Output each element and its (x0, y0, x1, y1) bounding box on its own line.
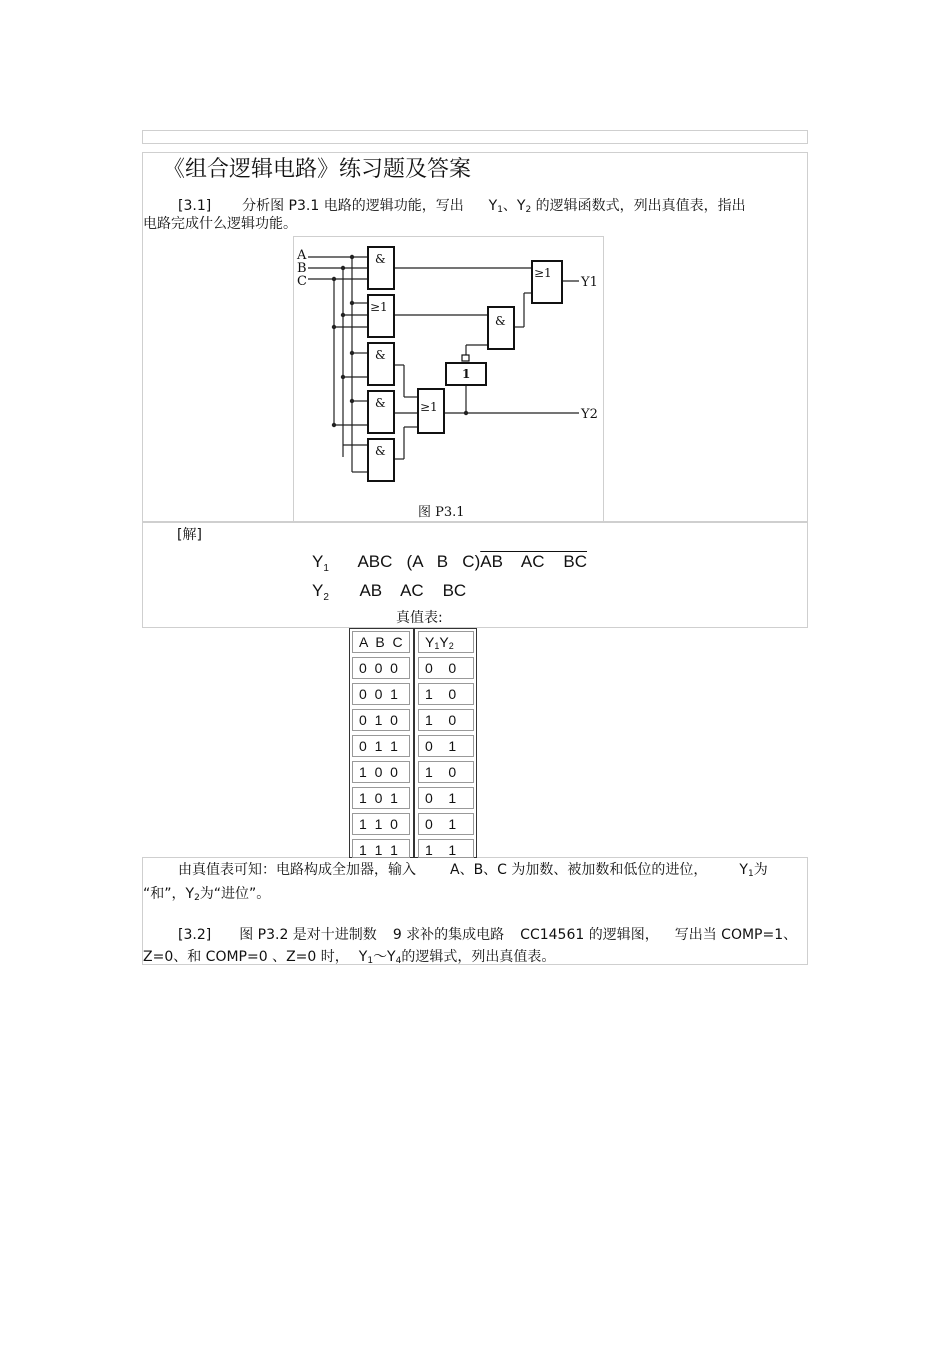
equation-y2 (312, 581, 466, 603)
q31-text-b: 的逻辑函数式，列出真值表，指出 (535, 198, 746, 214)
table-row-in: 0 0 0 (352, 657, 410, 679)
table-row-out: 1 1 (418, 839, 474, 858)
header-box (142, 130, 808, 144)
table-row-in: 0 0 1 (352, 683, 410, 705)
table-row-out: 1 0 (418, 761, 474, 783)
eq2-sub: 2 (323, 592, 329, 603)
eq1-rhs-b: AB AC BC (480, 552, 588, 571)
eq1-lhs: Y (312, 552, 324, 571)
equation-y1 (312, 552, 587, 574)
truth-table (349, 628, 477, 858)
gate-and-1-label: & (375, 252, 386, 266)
gate-and-2-label: & (375, 348, 386, 362)
q32-line1: [3.2] 图 P3.2 是对十进制数 9 求补的集成电路 CC14561 的逻辑图， 写出当 COMP=1、 (178, 927, 798, 943)
table-row-in: 1 0 1 (352, 787, 410, 809)
q31-line2: 电路完成什么逻辑功能。 (143, 216, 297, 232)
header-outputs: $Y_1Y_2$ (418, 631, 474, 653)
q31-line1 (178, 198, 746, 218)
gate-not-label: 1 (462, 367, 471, 381)
output-y1-label: Y1 (581, 275, 598, 290)
figure-caption: 图 P3.1 (418, 505, 465, 520)
q31-text-a: 分析图 P3.1 电路的逻辑功能，写出 (242, 198, 464, 214)
table-row-out: 0 1 (418, 813, 474, 835)
eq2-lhs: Y (312, 581, 324, 600)
table-row-out: 0 1 (418, 735, 474, 757)
eq1-sub: 1 (323, 563, 329, 574)
solution-box (142, 522, 808, 628)
gate-or-3-label: ≥1 (534, 266, 552, 280)
q31-sep: 、 (502, 198, 517, 214)
eq2-rhs: AB AC BC (359, 581, 467, 600)
gate-or-2-label: ≥1 (420, 400, 438, 414)
gate-or-1-label: ≥1 (370, 300, 388, 314)
gate-and-5-label: & (495, 314, 506, 328)
q31-number: [3.1] (178, 198, 212, 214)
output-y2-label: Y2 (581, 407, 598, 422)
input-c-label: C (297, 274, 307, 289)
input-a-label: A (297, 248, 307, 263)
q32-line2: Z=0、和 COMP=0 、Z=0 时， $Y_1\sim Y_4$的逻辑式，列出真值表。 (143, 949, 556, 966)
logic-circuit-diagram (294, 237, 603, 521)
table-row-in: 1 0 0 (352, 761, 410, 783)
truth-table-caption: 真值表: (396, 610, 443, 626)
gate-and-3-label: & (375, 396, 386, 410)
q31-y1-sub: 1 (497, 205, 503, 215)
conclusion-line2: “和”，$Y_2$为“进位”。 (143, 886, 271, 903)
eq1-rhs-a: ABC (A B C) (357, 552, 481, 571)
input-b-label: B (297, 261, 307, 276)
header-inputs: A B C (352, 631, 410, 653)
table-row-out: 0 1 (418, 787, 474, 809)
table-row-in: 1 1 0 (352, 813, 410, 835)
conclusion-line1: 由真值表可知：电路构成全加器，输入 A、B、C 为加数、被加数和低位的进位， $Y_1$为 (178, 862, 768, 879)
figure-p3-1 (293, 236, 604, 522)
table-row-in: 0 1 1 (352, 735, 410, 757)
q31-y1: Y (488, 198, 498, 214)
table-row-in: 0 1 0 (352, 709, 410, 731)
q31-y2: Y (516, 198, 526, 214)
table-row-out: 0 0 (418, 657, 474, 679)
page-title: 《组合逻辑电路》练习题及答案 (163, 157, 472, 182)
solution-label: [解] (177, 527, 202, 543)
q31-y2-sub: 2 (525, 205, 532, 215)
table-row-in: 1 1 1 (352, 839, 410, 858)
table-row-out: 1 0 (418, 683, 474, 705)
gate-and-4-label: & (375, 444, 386, 458)
table-row-out: 1 0 (418, 709, 474, 731)
